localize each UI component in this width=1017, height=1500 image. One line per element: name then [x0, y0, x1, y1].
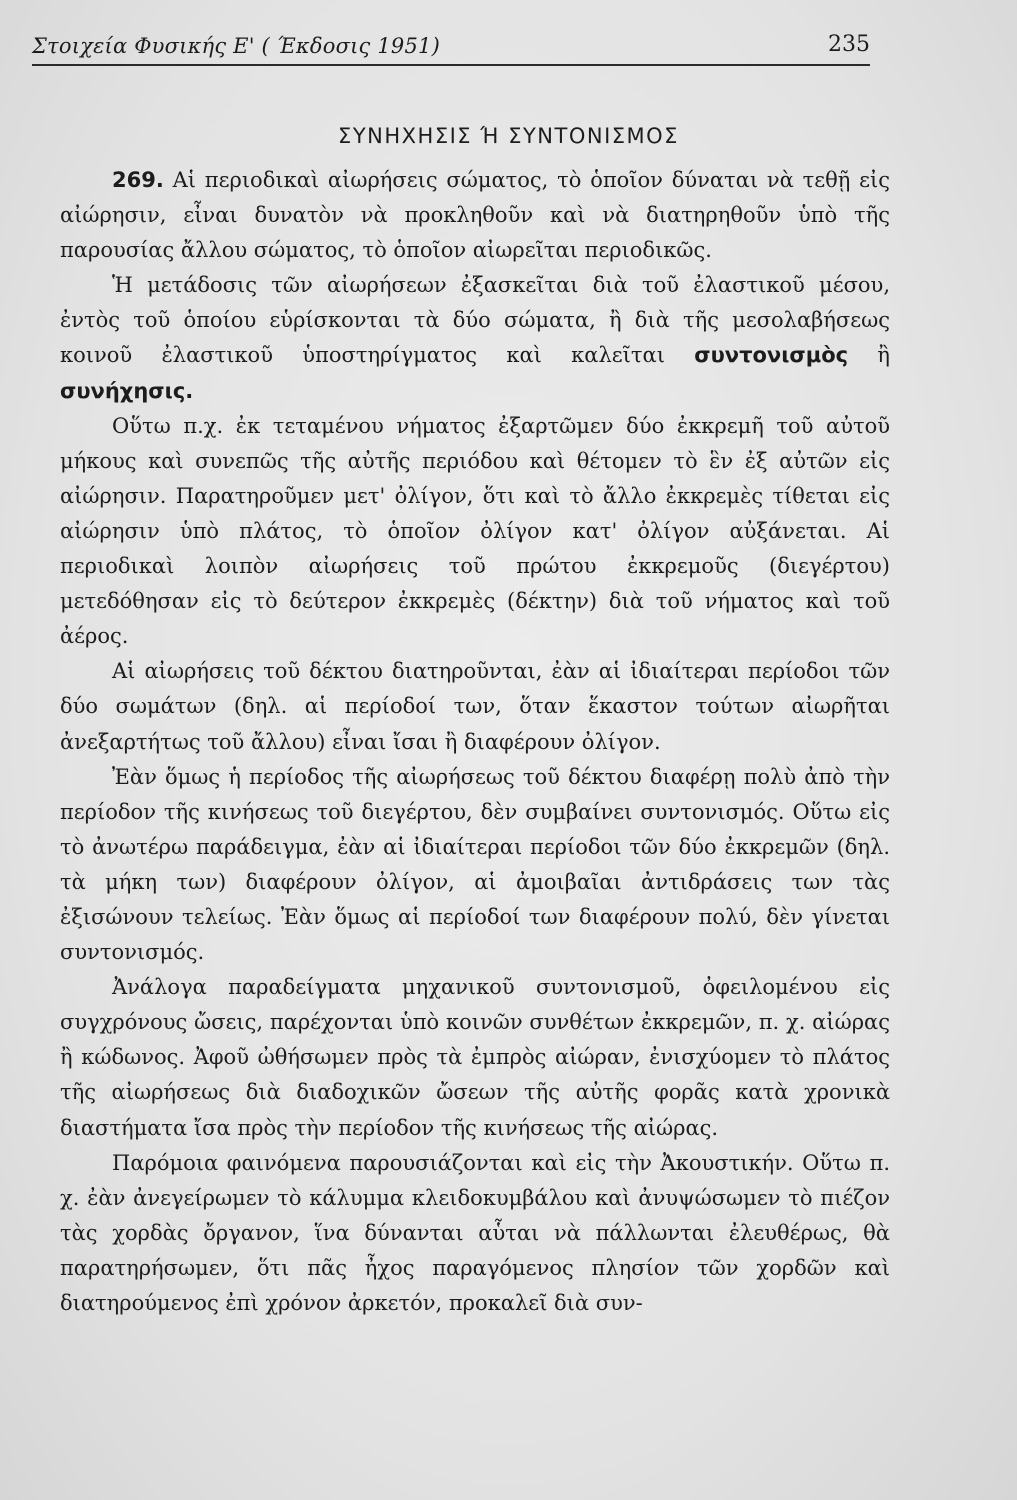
- paragraph: [60, 268, 890, 408]
- header-rule: [32, 64, 870, 66]
- running-header: [32, 30, 870, 64]
- paragraph: Ἐὰν ὅμως ἡ περίοδος τῆς αἰωρήσεως τοῦ δέκτου διαφέρῃ πολὺ ἀπὸ τὴν περίοδον τῆς κινήσεως τοῦ διεγέρτου, δὲν συμβαίνει συντονισμός. Οὕτω εἰς τὸ ἀνωτέρω παράδειγμα, ἐὰν αἱ ἰδιαίτεραι περίοδοι τῶν δύο ἐκκρεμῶν (δηλ. τὰ μήκη των) διαφέρουν ὀλίγον, αἱ ἀμοιβαῖαι ἀντιδράσεις των τὰς ἐξισώνουν τελείως. Ἐὰν ὅμως αἱ περίοδοί των διαφέρουν πολύ, δὲν γίνεται συντονισμός.: [60, 764, 890, 965]
- paragraph-269: [60, 163, 890, 268]
- term-bold: συντονισμὸς: [694, 343, 849, 368]
- paragraph-number: 269.: [112, 168, 164, 192]
- paragraph-text: ἢ: [848, 343, 891, 368]
- paragraph: Αἱ αἰωρήσεις τοῦ δέκτου διατηροῦνται, ἐὰν αἱ ἰδιαίτεραι περίοδοι τῶν δύο σωμάτων (δηλ. αἱ περίοδοί των, ὅταν ἕκαστον τούτων αἰωρῆται ἀνεξαρτήτως τοῦ ἄλλου) εἶναι ἴσαι ἢ διαφέρουν ὀλίγον.: [60, 659, 890, 754]
- paragraph: Ἀνάλογα παραδείγματα μηχανικοῦ συντονισμοῦ, ὀφειλομένου εἰς συγχρόνους ὤσεις, παρέχονται ὑπὸ κοινῶν συνθέτων ἐκκρεμῶν, π. χ. αἰώρας ἢ κώδωνος. Ἀφοῦ ὠθήσωμεν πρὸς τὰ ἐμπρὸς αἰώραν, ἐνισχύομεν τὸ πλάτος τῆς αἰωρήσεως διὰ διαδοχικῶν ὤσεων τῆς αὐτῆς φορᾶς κατὰ χρονικὰ διαστήματα ἴσα πρὸς τὴν περίοδον τῆς κινήσεως τῆς αἰώρας.: [60, 975, 890, 1140]
- page-number: 235: [828, 32, 870, 57]
- paragraph: Οὕτω π.χ. ἐκ τεταμένου νήματος ἐξαρτῶμεν δύο ἐκκρεμῆ τοῦ αὐτοῦ μήκους καὶ συνεπῶς τῆς αὐτῆς περιόδου καὶ θέτομεν τὸ ἓν ἐξ αὐτῶν εἰς αἰώρησιν. Παρατηροῦμεν μετ' ὀλίγον, ὅτι καὶ τὸ ἄλλο ἐκκρεμὲς τίθεται εἰς αἰώρησιν ὑπὸ πλάτος, τὸ ὁποῖον ὀλίγον κατ' ὀλίγον αὐξάνεται. Αἱ περιοδικαὶ λοιπὸν αἰωρήσεις τοῦ πρώτου ἐκκρεμοῦς (διεγέρτου) μετεδόθησαν εἰς τὸ δεύτερον ἐκκρεμὲς (δέκτην) διὰ τοῦ νήματος καὶ τοῦ ἀέρος.: [60, 413, 890, 649]
- term-bold: συνήχησις.: [60, 378, 194, 403]
- paragraph: Παρόμοια φαινόμενα παρουσιάζονται καὶ εἰς τὴν Ἀκουστικήν. Οὕτω π. χ. ἐὰν ἀνεγείρωμεν τὸ κάλυμμα κλειδοκυμβάλου καὶ ἀνυψώσωμεν τὸ πιέζον τὰς χορδὰς ὄργανον, ἵνα δύνανται αὗται νὰ πάλλωνται ἐλευθέρως, θὰ παρατηρήσωμεν, ὅτι πᾶς ἦχος παραγόμενος πλησίον τῶν χορδῶν καὶ διατηρούμενος ἐπὶ χρόνον ἀρκετόν, προκαλεῖ διὰ συν-: [60, 1150, 890, 1315]
- paragraph-text: Αἱ περιοδικαὶ αἰωρήσεις σώματος, τὸ ὁποῖον δύναται νὰ τεθῇ εἰς αἰώρησιν, εἶναι δυνατὸν νὰ προκληθοῦν καὶ νὰ διατηρηθοῦν ὑπὸ τῆς παρουσίας ἄλλου σώματος, τὸ ὁποῖον αἰωρεῖται περιοδικῶς.: [60, 168, 890, 263]
- running-header-title: Στοιχεία Φυσικής Ε' ( Έκδοσις 1951): [32, 34, 441, 58]
- paragraph-text: Ἡ μετάδοσις τῶν αἰωρήσεων ἐξασκεῖται διὰ τοῦ ἐλαστικοῦ μέσου, ἐντὸς τοῦ ὁποίου εὑρίσκονται τὰ δύο σώματα, ἢ διὰ τῆς μεσολαβήσεως κοινοῦ ἐλαστικοῦ ὑποστηρίγματος καὶ καλεῖται: [60, 273, 890, 368]
- section-title: ΣΥΝΗΧΗΣΙΣ Ή ΣΥΝΤΟΝΙΣΜΟΣ: [338, 124, 679, 148]
- body-text: [60, 163, 890, 1321]
